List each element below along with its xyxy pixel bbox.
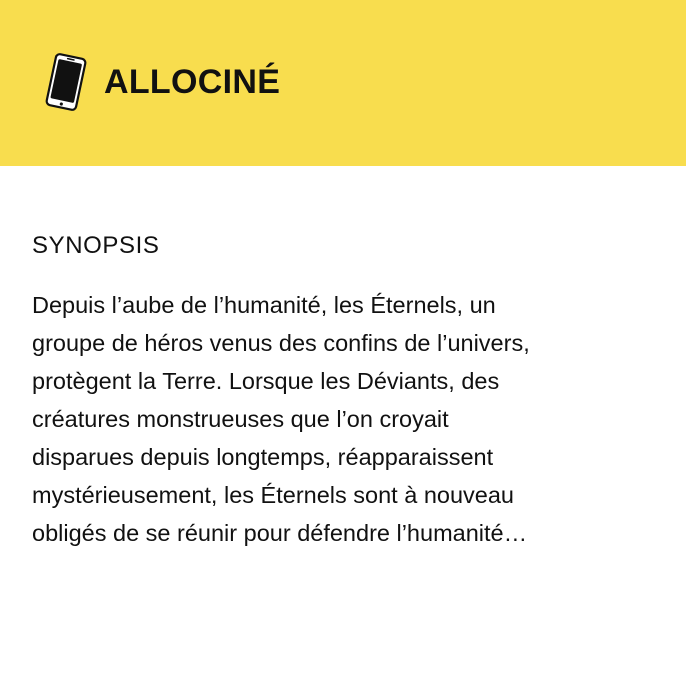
synopsis-line: protègent la Terre. Lorsque les Déviants, des <box>32 368 500 394</box>
section-title: SYNOPSIS <box>32 232 160 259</box>
synopsis-section <box>32 228 654 552</box>
synopsis-line: mystérieusement, les Éternels sont à nouveau <box>32 482 515 508</box>
brand-name: ALLOCINÉ <box>104 63 281 101</box>
header-banner <box>0 0 686 166</box>
synopsis-line: Depuis l’aube de l’humanité, les Éternels, un <box>32 292 496 318</box>
synopsis-text <box>32 286 654 552</box>
synopsis-line: obligés de se réunir pour défendre l’humanité… <box>32 520 528 546</box>
smartphone-icon <box>40 50 92 114</box>
synopsis-line: groupe de héros venus des confins de l’univers, <box>32 330 530 356</box>
synopsis-line: créatures monstrueuses que l’on croyait <box>32 406 449 432</box>
synopsis-line: disparues depuis longtemps, réapparaissent <box>32 444 494 470</box>
